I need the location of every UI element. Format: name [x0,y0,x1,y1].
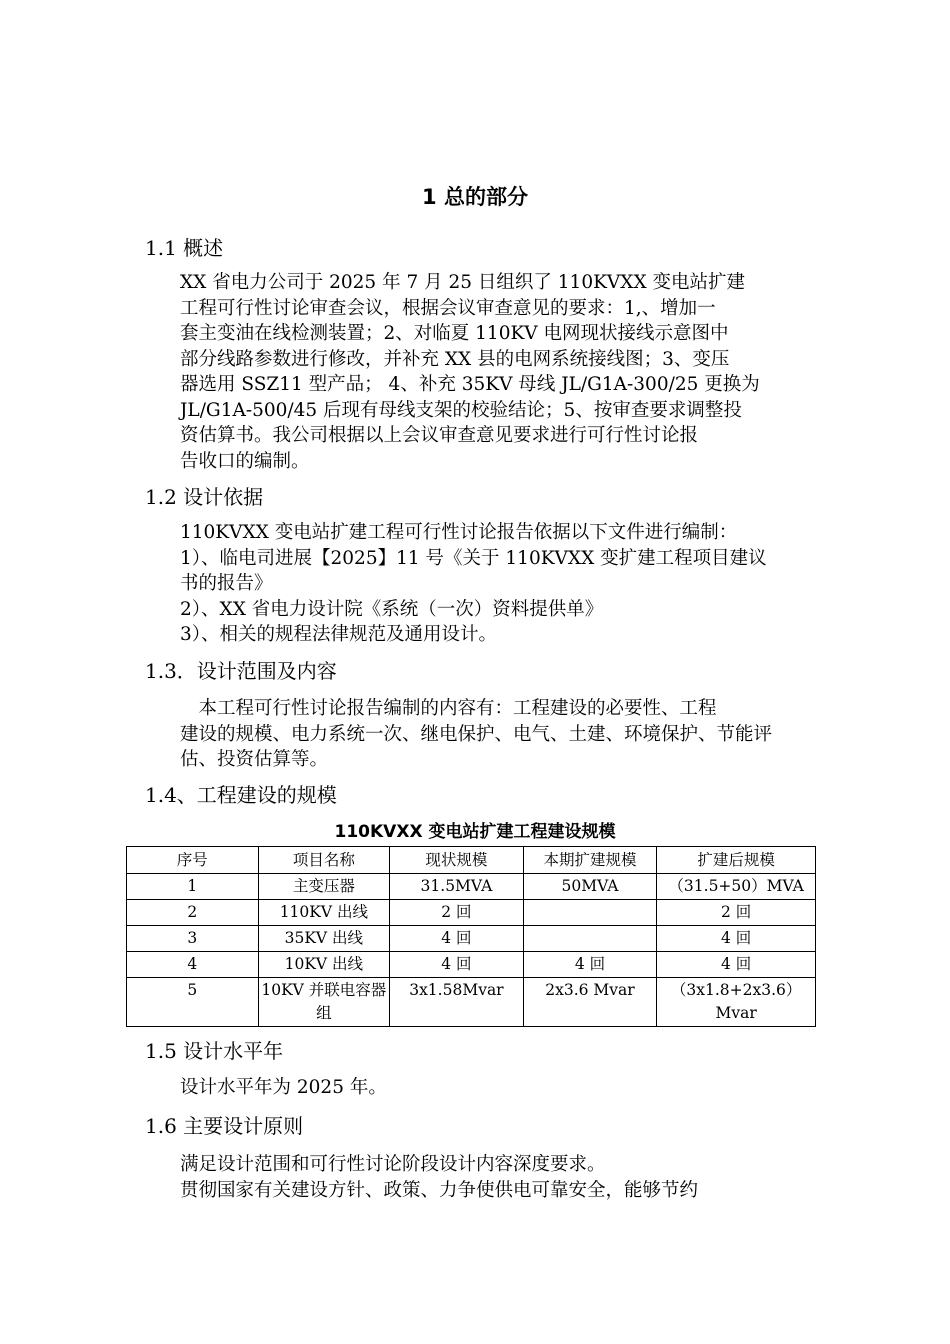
table-cell [523,900,657,926]
heading-1-5: 1.5 设计水平年 [145,1039,284,1063]
table-cell: 110KV 出线 [258,900,390,926]
basis-line: 1）、临电司进展【2025】11 号《关于 110KVXX 变扩建工程项目建议 [180,547,767,569]
principles-line: 满足设计范围和可行性讨论阶段设计内容深度要求。 [180,1154,606,1175]
table-cell: 2 回 [657,900,816,926]
basis-line: 110KVXX 变电站扩建工程可行性讨论报告依据以下文件进行编制： [180,522,738,543]
chapter-title: 1 总的部分 [422,185,528,209]
table-cell: 4 [127,952,259,978]
table-cell: 2 回 [390,900,524,926]
header-cell: 现状规模 [390,847,524,874]
table-cell: 3x1.58Mvar [390,978,524,1027]
overview-line: 告收口的编制。 [180,450,310,472]
table-cell: 4 回 [390,952,524,978]
heading-1-1: 1.1 概述 [145,236,224,260]
overview-line: 部分线路参数进行修改，并补充 XX 县的电网系统接线图；3、变压 [180,348,730,370]
basis-line: 3）、相关的规程法律规范及通用设计。 [180,624,498,645]
principles-paragraph [180,1152,810,1203]
table-cell: 4 回 [390,926,524,952]
overview-line: 工程可行性讨论审查会议，根据会议审查意见的要求：1,、增加一 [180,297,716,319]
basis-line: 2）、XX 省电力设计院《系统（一次）资料提供单》 [180,598,604,620]
table-cell: （31.5+50）MVA [657,874,816,900]
table-cell: 35KV 出线 [258,926,390,952]
overview-line: 套主变油在线检测装置；2、对临夏 110KV 电网现状接线示意图中 [180,323,729,344]
overview-line: XX 省电力公司于 2025 年 7 月 25 日组织了 110KVXX 变电站扩建 [180,272,745,293]
table-row [127,978,816,1027]
level-year-paragraph [180,1075,810,1101]
scope-line: 建设的规模、电力系统一次、继电保护、电气、土建、环境保护、节能评 [180,723,773,745]
table-cell: 4 回 [657,952,816,978]
header-cell: 序号 [127,847,259,874]
overview-line: JL/G1A-500/45 后现有母线支架的校验结论；5、按审查要求调整投 [180,399,742,421]
table-cell: 4 回 [523,952,657,978]
table-cell: 10KV 出线 [258,952,390,978]
table-cell [523,926,657,952]
principles-line: 贯彻国家有关建设方针、政策、力争使供电可靠安全，能够节约 [180,1179,699,1201]
table-cell: 1 [127,874,259,900]
table-cell: 2 [127,900,259,926]
table-cell: 4 回 [657,926,816,952]
table-row [127,874,816,900]
heading-1-4: 1.4、工程建设的规模 [145,783,337,807]
table-row [127,952,816,978]
header-cell: 扩建后规模 [657,847,816,874]
scope-line: 估、投资估算等。 [180,749,329,770]
overview-line: 器选用 SSZ11 型产品； 4、补充 35KV 母线 JL/G1A-300/25 更换为 [180,374,760,395]
overview-paragraph [180,270,810,474]
table-cell: 3 [127,926,259,952]
table-cell: 2x3.6 Mvar [523,978,657,1027]
table-row [127,926,816,952]
table-cell: 主变压器 [258,874,390,900]
basis-paragraph [180,520,810,648]
heading-1-6: 1.6 主要设计原则 [145,1114,304,1138]
scope-line: 本工程可行性讨论报告编制的内容有：工程建设的必要性、工程 [180,698,717,719]
table-caption: 110KVXX 变电站扩建工程建设规模 [334,822,616,842]
table-cell: 50MVA [523,874,657,900]
table-cell: 31.5MVA [390,874,524,900]
heading-1-2: 1.2 设计依据 [145,485,264,509]
header-cell: 本期扩建规模 [523,847,657,874]
basis-line: 书的报告》 [180,573,273,594]
table-cell: （3x1.8+2x3.6）Mvar [657,978,816,1027]
table-cell: 10KV 并联电容器组 [258,978,390,1027]
table-row [127,900,816,926]
level-year-line: 设计水平年为 2025 年。 [180,1077,387,1098]
heading-1-3: 1.3．设计范围及内容 [145,659,337,683]
table-cell: 5 [127,978,259,1027]
scope-paragraph [180,696,810,773]
overview-line: 资估算书。我公司根据以上会议审查意见要求进行可行性讨论报 [180,425,699,446]
table-header-row [127,847,816,874]
header-cell: 项目名称 [258,847,390,874]
construction-scale-table [126,846,816,1027]
